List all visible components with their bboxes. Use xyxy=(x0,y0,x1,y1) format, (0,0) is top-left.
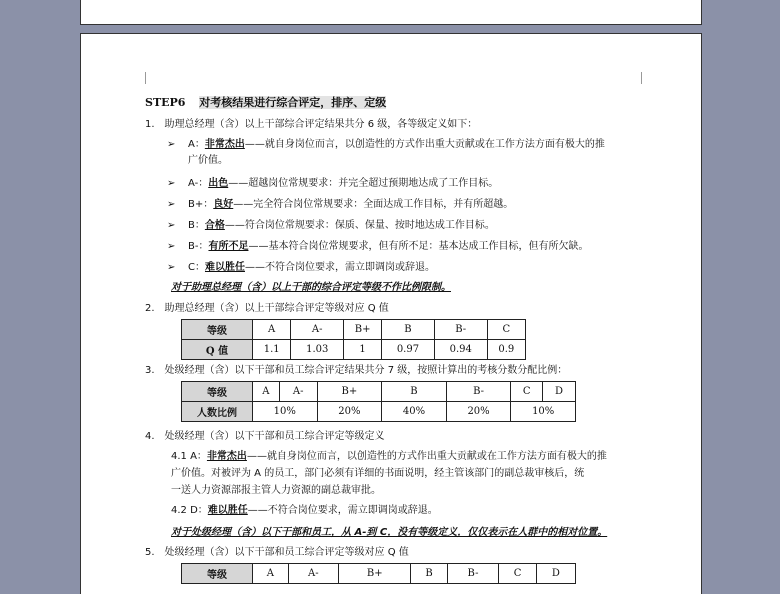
section-4-heading: 4. 处级经理（含）以下干部和员工综合评定等级定义 xyxy=(145,431,385,442)
table-cell: 10% xyxy=(253,402,318,422)
grade-definition-continued: 广价值。 xyxy=(188,155,228,166)
table-header-cell: B- xyxy=(446,382,511,402)
step-label: STEP6 xyxy=(145,96,186,109)
distribution-table xyxy=(181,381,576,422)
previous-page xyxy=(80,0,702,25)
table-cell: 1 xyxy=(344,340,382,360)
table-cell: Q 值 xyxy=(182,340,253,360)
table-header-cell: 等级 xyxy=(182,382,253,402)
grade-definition: B+：良好——完全符合岗位常规要求：全面达成工作目标，并有所超越。 xyxy=(188,199,514,210)
table-header-cell: A xyxy=(253,320,291,340)
grade-definition-4-1-line2: 广价值。对被评为 A 的员工，部门必须有详细的书面说明，经主管该部门的副总裁审核后，统 xyxy=(171,468,585,479)
bullet-arrow-icon: ➢ xyxy=(167,178,176,189)
table-header-cell: B+ xyxy=(338,564,411,584)
table-cell: 1.03 xyxy=(291,340,344,360)
table-cell: 40% xyxy=(382,402,447,422)
bullet-arrow-icon: ➢ xyxy=(167,220,176,231)
bullet-arrow-icon: ➢ xyxy=(167,199,176,210)
table-header-cell: A xyxy=(253,564,289,584)
table-header-row xyxy=(182,564,576,584)
margin-mark xyxy=(145,72,146,84)
table-header-cell: C xyxy=(511,382,543,402)
table-header-row xyxy=(182,320,526,340)
table-header-cell: A- xyxy=(279,382,317,402)
q-value-table-2 xyxy=(181,563,576,584)
section-1-heading: 1. 助理总经理（含）以上干部综合评定结果共分 6 级，各等级定义如下： xyxy=(145,119,478,130)
table-header-cell: A- xyxy=(291,320,344,340)
table-cell: 0.97 xyxy=(382,340,435,360)
section-5-heading: 5. 处级经理（含）以下干部和员工综合评定等级对应 Q 值 xyxy=(145,547,409,558)
grade-definition: B：合格——符合岗位常规要求：保质、保量、按时地达成工作目标。 xyxy=(188,220,495,231)
grade-definition: C：难以胜任——不符合岗位要求，需立即调岗或辞退。 xyxy=(188,262,435,273)
table-row xyxy=(182,402,576,422)
table-cell: 20% xyxy=(317,402,382,422)
table-header-cell: D xyxy=(542,382,575,402)
table-cell: 1.1 xyxy=(253,340,291,360)
grade-definition-4-1-line3: 一送人力资源部报主管人力资源的副总裁审批。 xyxy=(171,485,381,496)
table-cell: 20% xyxy=(446,402,511,422)
table-cell: 10% xyxy=(511,402,576,422)
table-header-cell: B- xyxy=(434,320,487,340)
grade-definition-4-2: 4.2 D：难以胜任——不符合岗位要求，需立即调岗或辞退。 xyxy=(171,505,438,516)
grade-definition-4-1: 4.1 A：非常杰出——就自身岗位而言，以创造性的方式作出重大贡献或在工作方法方面有极大的推 xyxy=(171,451,607,462)
table-header-cell: A- xyxy=(288,564,338,584)
bullet-arrow-icon: ➢ xyxy=(167,139,176,150)
table-header-cell: B- xyxy=(447,564,499,584)
section-3-heading: 3. 处级经理（含）以下干部和员工综合评定结果共分 7 级，按照计算出的考核分数分配比例： xyxy=(145,365,568,376)
table-cell: 0.9 xyxy=(487,340,525,360)
table-row xyxy=(182,340,526,360)
grade-definition: A-：出色——超越岗位常规要求：并完全超过预期地达成了工作目标。 xyxy=(188,178,499,189)
bullet-arrow-icon: ➢ xyxy=(167,241,176,252)
bullet-arrow-icon: ➢ xyxy=(167,262,176,273)
q-value-table xyxy=(181,319,526,360)
table-cell: 人数比例 xyxy=(182,402,253,422)
margin-mark xyxy=(641,72,642,84)
section-1-note: 对于助理总经理（含）以上干部的综合评定等级不作比例限制。 xyxy=(171,282,451,293)
table-header-cell: B+ xyxy=(344,320,382,340)
table-header-cell: B+ xyxy=(317,382,382,402)
table-header-cell: D xyxy=(536,564,575,584)
table-header-cell: 等级 xyxy=(182,564,253,584)
table-header-row xyxy=(182,382,576,402)
table-header-cell: B xyxy=(411,564,447,584)
document-page xyxy=(80,33,702,594)
table-header-cell: C xyxy=(499,564,537,584)
table-header-cell: 等级 xyxy=(182,320,253,340)
grade-definition: B-：有所不足——基本符合岗位常规要求，但有所不足：基本达成工作目标，但有所欠缺。 xyxy=(188,241,589,252)
step-title: 对考核结果进行综合评定，排序、定级 xyxy=(199,96,387,109)
table-cell: 0.94 xyxy=(434,340,487,360)
table-header-cell: B xyxy=(382,320,435,340)
section-2-heading: 2. 助理总经理（含）以上干部综合评定等级对应 Q 值 xyxy=(145,303,389,314)
section-4-note: 对于处级经理（含）以下干部和员工，从 A-到 C，没有等级定义，仅仅表示在人群中的相对位置。 xyxy=(171,527,608,538)
table-header-cell: A xyxy=(253,382,280,402)
table-header-cell: B xyxy=(382,382,447,402)
step-heading xyxy=(145,96,386,110)
grade-definition: A：非常杰出——就自身岗位而言，以创造性的方式作出重大贡献或在工作方法方面有极大的推 xyxy=(188,139,605,150)
table-header-cell: C xyxy=(487,320,525,340)
